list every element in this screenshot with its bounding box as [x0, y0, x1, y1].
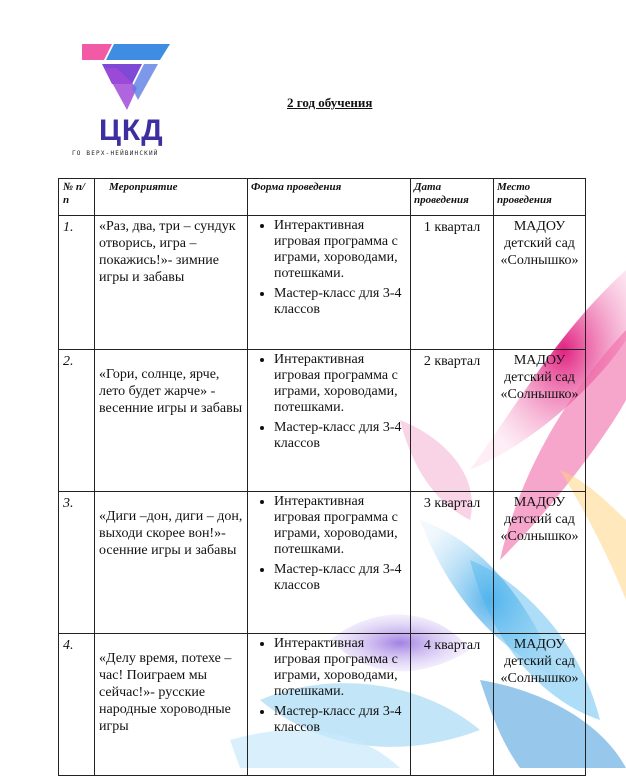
form-item: • Мастер-класс для 3-4 классов [274, 420, 410, 452]
row-place: МАДОУ детский сад «Солнышко» [494, 492, 586, 634]
row-event: «Раз, два, три – сундук отворись, игра – покажись!»- зимние игры и забавы [95, 216, 248, 350]
header-form: Форма проведения [248, 179, 411, 216]
table-row [59, 634, 586, 776]
row-forms [248, 634, 411, 776]
row-event: «Диги –дон, диги – дон, выходи скорее вон!»- осенние игры и забавы [95, 492, 248, 634]
table-header-row [59, 179, 586, 216]
form-item: • Интерактивная игровая программа с играми, хороводами, потешками. [274, 494, 410, 558]
row-event: «Гори, солнце, ярче, лето будет жарче» - весенние игры и забавы [95, 350, 248, 492]
row-date: 1 квартал [411, 216, 494, 350]
events-table [58, 178, 586, 776]
row-forms [248, 350, 411, 492]
row-num: 1. [59, 216, 95, 350]
row-place: МАДОУ детский сад «Солнышко» [494, 350, 586, 492]
row-place: МАДОУ детский сад «Солнышко» [494, 634, 586, 776]
form-item: • Мастер-класс для 3-4 классов [274, 562, 410, 594]
row-event: «Делу время, потехе – час! Поиграем мы сейчас!»- русские народные хороводные игры [95, 634, 248, 776]
table-row [59, 350, 586, 492]
form-item: • Мастер-класс для 3-4 классов [274, 286, 410, 318]
table-row [59, 492, 586, 634]
row-num: 4. [59, 634, 95, 776]
logo-subtitle: ГО ВЕРХ-НЕЙВИНСКИЙ [72, 150, 159, 157]
form-item: • Интерактивная игровая программа с играми, хороводами, потешками. [274, 352, 410, 416]
form-item: • Интерактивная игровая программа с играми, хороводами, потешками. [274, 636, 410, 700]
logo-name: ЦКД [99, 114, 164, 147]
page-title: 2 год обучения [287, 95, 373, 110]
row-forms [248, 492, 411, 634]
logo [82, 40, 192, 160]
header-place: Место проведения [494, 179, 586, 216]
header-date: Дата проведения [411, 179, 494, 216]
row-num: 2. [59, 350, 95, 492]
table-row [59, 216, 586, 350]
header-num: № п/п [59, 179, 95, 216]
form-item: • Мастер-класс для 3-4 классов [274, 704, 410, 736]
row-num: 3. [59, 492, 95, 634]
form-item: • Интерактивная игровая программа с играми, хороводами, потешками. [274, 218, 410, 282]
row-forms [248, 216, 411, 350]
row-date: 2 квартал [411, 350, 494, 492]
logo-triangle-icon [82, 40, 172, 115]
header-event: Мероприятие [95, 179, 248, 216]
row-date: 3 квартал [411, 492, 494, 634]
row-place: МАДОУ детский сад «Солнышко» [494, 216, 586, 350]
row-date: 4 квартал [411, 634, 494, 776]
